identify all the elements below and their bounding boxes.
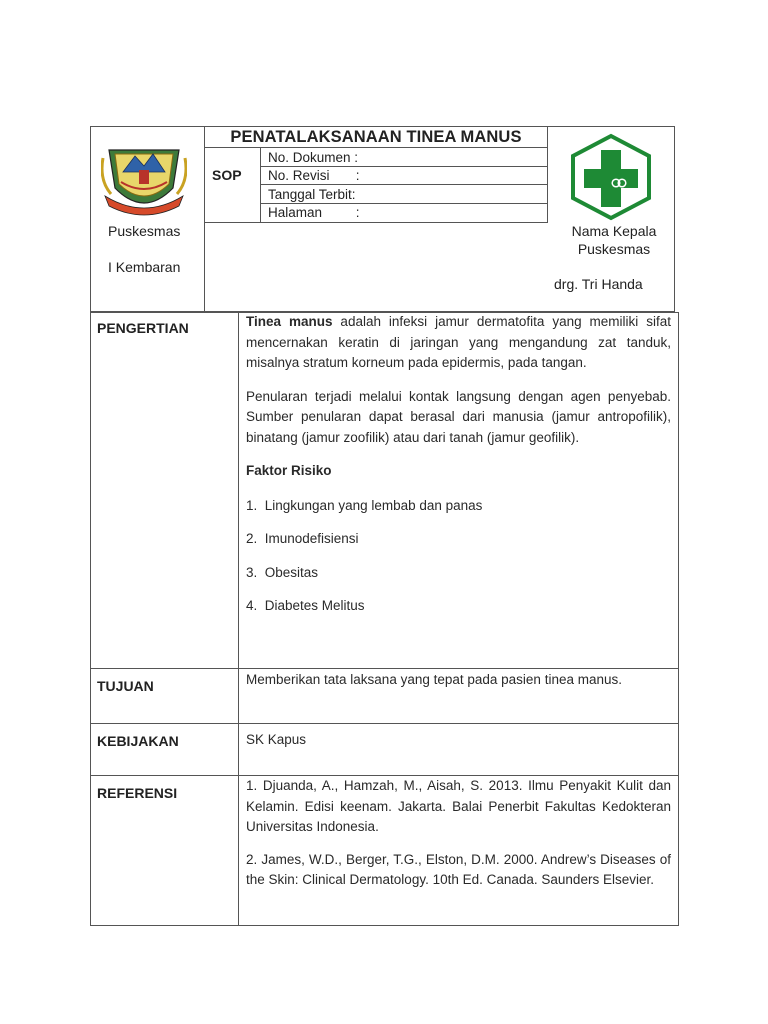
pengertian-definition: [246, 312, 671, 374]
header-right-border: [674, 126, 675, 312]
body-column-divider: [238, 312, 239, 926]
org-name-line-2: I Kembaran: [108, 259, 181, 275]
row-divider-1: [90, 668, 679, 669]
head-title-line-1: Nama Kepala: [571, 223, 657, 239]
sop-label: SOP: [212, 167, 242, 183]
risk-item-1: 1. Lingkungan yang lembab dan panas: [246, 497, 483, 513]
body-bottom-border: [90, 925, 679, 926]
risk-factor-heading: Faktor Risiko: [246, 463, 332, 478]
org-name-line-1: Puskesmas: [108, 223, 181, 239]
pengertian-term: Tinea manus: [246, 314, 333, 329]
pengertian-transmission: Penularan terjadi melalui kontak langsung dengan agen penyebab. Sumber penularan dapat berasal dari manusia (jamur antropofilik), binatang (jamur zoofilik) atau dari tanah (jamur geofilik).: [246, 388, 671, 445]
label-referensi: REFERENSI: [97, 785, 178, 801]
referensi-content: [246, 776, 671, 891]
regency-emblem-logo: [101, 138, 187, 218]
kebijakan-text: SK Kapus: [246, 732, 307, 747]
header-row-divider: [204, 222, 548, 223]
risk-item-2: 2. Imunodefisiensi: [246, 531, 359, 546]
meta-tanggal-terbit: Tanggal Terbit:: [268, 187, 356, 202]
meta-no-dokumen: No. Dokumen :: [268, 150, 359, 165]
header-left-border: [90, 126, 91, 312]
risk-item-3: 3. Obesitas: [246, 564, 319, 580]
header-top-border: [90, 126, 675, 127]
tujuan-text: Memberikan tata laksana yang tepat pada pasien tinea manus.: [246, 672, 622, 687]
risk-item-4: 4. Diabetes Melitus: [246, 598, 365, 613]
pengertian-definition-text: adalah infeksi jamur dermatofita yang memiliki sifat mencernakan keratin di jaringan yang mengandung zat tanduk, misalnya stratum korneum pada epidermis, pada tangan.: [246, 314, 671, 370]
puskesmas-cross-logo: [568, 133, 654, 221]
row-divider-2: [90, 723, 679, 724]
label-pengertian: PENGERTIAN: [97, 320, 189, 336]
meta-halaman: Halaman :: [268, 205, 360, 220]
header-divider-left: [204, 126, 205, 312]
meta-no-revisi: No. Revisi :: [268, 168, 360, 183]
body-right-border: [678, 312, 679, 926]
head-name: drg. Tri Handa: [554, 276, 643, 292]
title-underline: [204, 147, 548, 148]
meta-row-line-2: [260, 184, 548, 185]
reference-2: 2. James, W.D., Berger, T.G., Elston, D.M. 2000. Andrew’s Diseases of the Skin: Clinical Dermatology. 10th Ed. Canada. Saunders Elsevier.: [246, 851, 671, 887]
body-left-border: [90, 312, 91, 926]
label-kebijakan: KEBIJAKAN: [97, 733, 179, 749]
reference-1: 1. Djuanda, A., Hamzah, M., Aisah, S. 2013. Ilmu Penyakit Kulit dan Kelamin. Edisi keenam. Jakarta. Balai Penerbit Fakultas Kedokteran Universitas Indonesia.: [246, 778, 671, 834]
head-title-line-2: Puskesmas: [577, 241, 651, 257]
pengertian-content: [246, 312, 671, 617]
document-title: PENATALAKSANAAN TINEA MANUS: [230, 128, 522, 146]
label-tujuan: TUJUAN: [97, 678, 154, 694]
